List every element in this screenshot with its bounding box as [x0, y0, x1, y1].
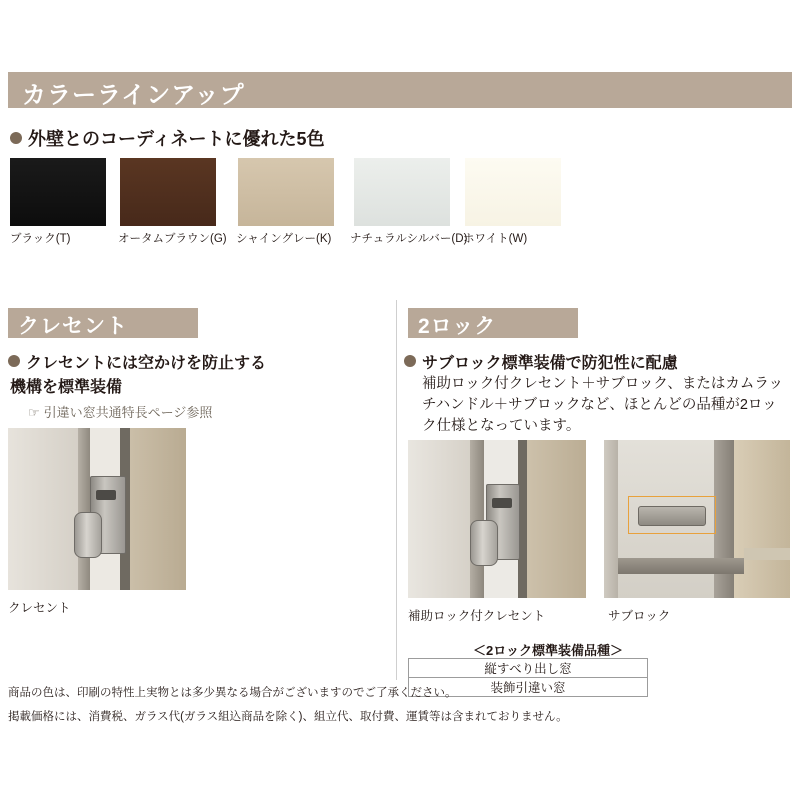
assist-lock-logo	[492, 498, 512, 508]
crescent-photo-caption: クレセント	[8, 601, 71, 615]
sublock-photo	[604, 440, 790, 598]
twolock-heading-text: サブロック標準装備で防犯性に配慮	[422, 355, 678, 372]
bullet-dot-icon	[8, 355, 20, 367]
bullet-dot-icon	[10, 132, 22, 144]
color-lineup-subtitle-text: 外壁とのコーディネートに優れた5色	[28, 129, 325, 149]
crescent-lock-logo	[96, 490, 116, 500]
footer-note-1: 商品の色は、印刷の特性上実物とは多少異なる場合がございますのでご了承ください。	[8, 687, 457, 699]
sublock-rail	[618, 558, 744, 574]
crescent-reference-note	[28, 402, 212, 421]
twolock-heading	[404, 350, 678, 373]
crescent-title: クレセント	[18, 315, 128, 338]
color-swatch-list	[10, 158, 790, 258]
crescent-photo	[8, 428, 186, 590]
crescent-heading-line1	[8, 350, 266, 373]
crescent-title-bar	[8, 308, 198, 338]
swatch-label-black: ブラック(T)	[10, 233, 71, 245]
crescent-heading-text2: 機構を標準装備	[10, 379, 123, 396]
swatch-label-white: ホワイト(W)	[463, 233, 528, 245]
swatch-natural-silver	[354, 158, 450, 226]
crescent-heading-line2	[10, 374, 122, 397]
assist-lock-photo	[408, 440, 586, 598]
sublock-caption: サブロック	[608, 609, 671, 623]
table-cell: 縦すべり出し窓	[409, 659, 648, 678]
swatch-label-autumn-brown: オータムブラウン(G)	[118, 233, 227, 245]
twolock-body-text: 補助ロック付クレセント＋サブロック、またはカムラッチハンドル＋サブロックなど、ほとんどの品種が2ロック仕様となっています。	[422, 376, 784, 435]
assist-lock-lever	[470, 520, 498, 566]
table-cell: 装飾引違い窓	[409, 678, 648, 697]
swatch-label-natural-silver: ナチュラルシルバー(D)	[350, 233, 468, 245]
swatch-shine-gray	[238, 158, 334, 226]
sublock-highlight-box	[628, 496, 716, 534]
spec-table-title: ＜2ロック標準装備品種＞	[473, 643, 623, 658]
column-divider	[396, 300, 397, 680]
pointing-hand-icon: ☞	[28, 405, 40, 420]
bullet-dot-icon	[404, 355, 416, 367]
crescent-heading-text1: クレセントには空かけを防止する	[26, 355, 267, 372]
color-lineup-header	[8, 72, 792, 108]
table-row	[409, 659, 648, 678]
assist-lock-caption: 補助ロック付クレセント	[408, 609, 546, 623]
color-lineup-title: カラーラインアップ	[22, 82, 245, 109]
twolock-title: 2ロック	[418, 315, 497, 338]
crescent-lock-lever	[74, 512, 102, 558]
footer-note-2: 掲載価格には、消費税、ガラス代(ガラス組込商品を除く)、組立代、取付費、運賃等は含まれておりません。	[8, 711, 568, 723]
crescent-reference-text: 引違い窓共通特長ページ参照	[43, 405, 213, 420]
swatch-white	[465, 158, 561, 226]
color-lineup-subtitle	[10, 125, 325, 151]
swatch-label-shine-gray: シャイングレー(K)	[236, 233, 332, 245]
swatch-autumn-brown	[120, 158, 216, 226]
swatch-black	[10, 158, 106, 226]
twolock-title-bar	[408, 308, 578, 338]
